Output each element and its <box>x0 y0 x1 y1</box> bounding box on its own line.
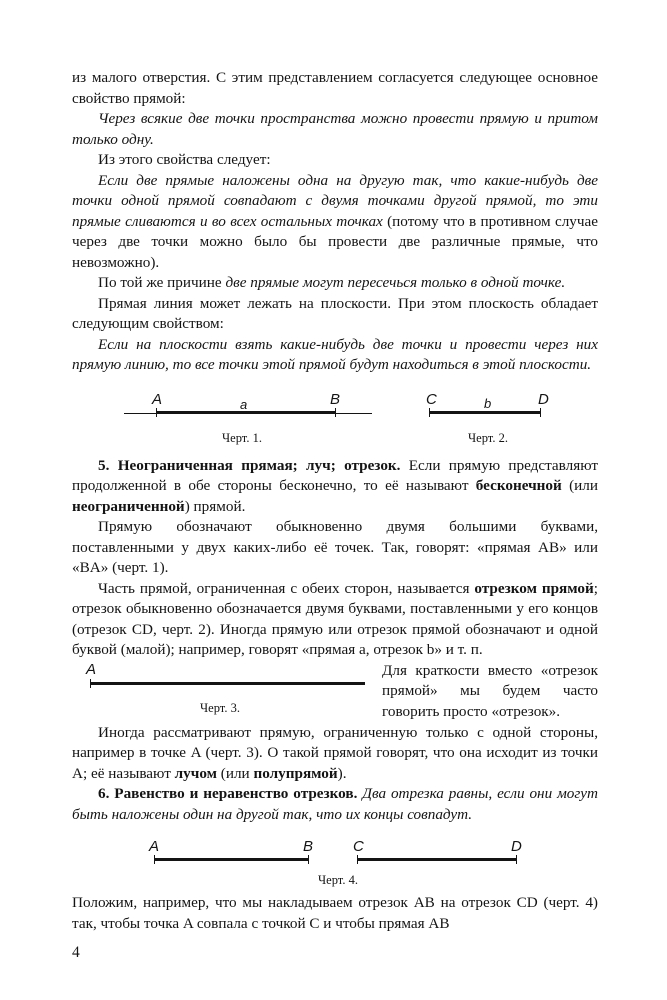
bold-term: лучом <box>174 764 217 782</box>
plain-text: (или <box>216 764 254 782</box>
point-label-c: C <box>353 838 364 855</box>
segment-cd <box>429 411 541 414</box>
paragraph: из малого отверстия. С этим представлением согласуется следующее основное свойство прямой: <box>72 69 598 107</box>
segment-ab <box>154 858 309 861</box>
point-label-d: D <box>511 838 522 855</box>
caption-fig-2: Черт. 2. <box>468 430 508 445</box>
tick-d <box>516 855 517 864</box>
point-label-b: B <box>303 838 314 855</box>
tick-c <box>429 408 430 417</box>
italic-text: две прямые могут пересечься только в одной точке. <box>225 274 566 291</box>
plain-text: По той же причине <box>98 274 226 291</box>
plain-text: Если прямую представляют продолженной в обе стороны бесконечно, то её называют <box>72 456 598 494</box>
italic-text: Если две прямые наложены одна на другую так, что какие-нибудь две точки одной прямой совпадают с двумя точками другой прямой, то эти прямые сливаются и во всех остальных точках <box>72 171 598 230</box>
caption-fig-1: Черт. 1. <box>222 430 262 445</box>
plain-text: ) прямой. <box>184 497 246 515</box>
paragraph <box>72 579 598 661</box>
axiom-line: Через всякие две точки пространства можно провести прямую и притом только одну. <box>72 110 598 148</box>
section-heading: 5. Неограниченная прямая; луч; отрезок. <box>98 456 401 474</box>
tick-a <box>154 855 155 864</box>
tick-b <box>308 855 309 864</box>
bold-term: полупрямой <box>253 764 338 782</box>
bold-term: бесконечной <box>475 477 562 494</box>
caption-fig-4: Черт. 4. <box>318 873 358 887</box>
page-content <box>72 68 598 934</box>
paragraph-ray <box>72 723 598 785</box>
bold-term: неограниченной <box>72 497 185 515</box>
section-6-paragraph <box>72 784 598 825</box>
paragraph: Прямая линия может лежать на плоскости. При этом плоскость обладает следующим свойством: <box>72 294 598 332</box>
paragraph <box>72 171 598 274</box>
page-number: 4 <box>72 944 80 961</box>
tick-b <box>335 408 336 417</box>
caption-fig-3: Черт. 3. <box>200 700 240 715</box>
line-label-a: a <box>240 396 248 412</box>
section-5-paragraph <box>72 456 598 518</box>
point-label-d: D <box>538 390 549 408</box>
paragraph: Прямую обозначают обыкновенно двумя большими буквами, поставленными у двух каких-либо её точек. Так, говорят: «прямая AB» или «BA» (черт. 1). <box>72 518 598 576</box>
plain-text: ). <box>337 764 347 782</box>
section-heading: 6. Равенство и неравенство отрезков. <box>98 785 358 802</box>
tick-a <box>90 679 91 688</box>
plain-text: (или <box>561 477 598 494</box>
ray-a <box>90 682 365 685</box>
point-label-c: C <box>426 390 437 408</box>
side-note: Для краткости вместо «отрезок прямой» мы будем часто говорить просто «отрезок». <box>382 661 598 720</box>
plain-text: (потому что в противном случае через две точки можно было бы провести две различные прямые, что невозможно). <box>72 212 598 271</box>
figure-3-row <box>72 661 598 723</box>
point-label-b: B <box>330 390 341 408</box>
point-label-a: A <box>149 838 160 855</box>
paragraph: Из этого свойства следует: <box>98 151 271 168</box>
paragraph <box>72 273 598 294</box>
bold-term: отрезком прямой <box>474 579 594 597</box>
segment-cd <box>357 858 517 861</box>
point-label-a: A <box>152 390 163 408</box>
paragraph: Положим, например, что мы накладываем отрезок AB на отрезок CD (черт. 4) так, чтобы точка A совпала с точкой C и чтобы прямая AB <box>72 894 598 932</box>
segment-label-b: b <box>484 395 492 411</box>
tick-c <box>357 855 358 864</box>
figure-row-1-2 <box>72 376 598 456</box>
figure-4 <box>72 825 598 893</box>
tick-a <box>156 408 157 417</box>
plain-text: ; отрезок обыкновенно обозначается двумя буквами, поставленными у его концов (отрезок CD, черт. 2). Иногда прямую или отрезок прямой обозначают и одной буквой (малой); например, говорят «прямая a, отрезок b» и т. п. <box>72 579 598 658</box>
italic-text: Два отрезка равны, если они могут быть наложены один на другой так, что их концы совпадут. <box>72 785 599 823</box>
point-label-a: A <box>86 660 97 678</box>
tick-d <box>540 408 541 417</box>
plain-text: Иногда рассматривают прямую, ограниченную только с одной стороны, например в точке A (черт. 3). О такой прямой говорят, что она исходит из точки A; её называют <box>72 723 598 782</box>
axiom-plane: Если на плоскости взять какие-нибудь две точки и провести через них прямую линию, то все точки этой прямой будут находиться в этой плоскости. <box>72 335 598 373</box>
plain-text: Часть прямой, ограниченная с обеих сторон, называется <box>98 579 475 597</box>
